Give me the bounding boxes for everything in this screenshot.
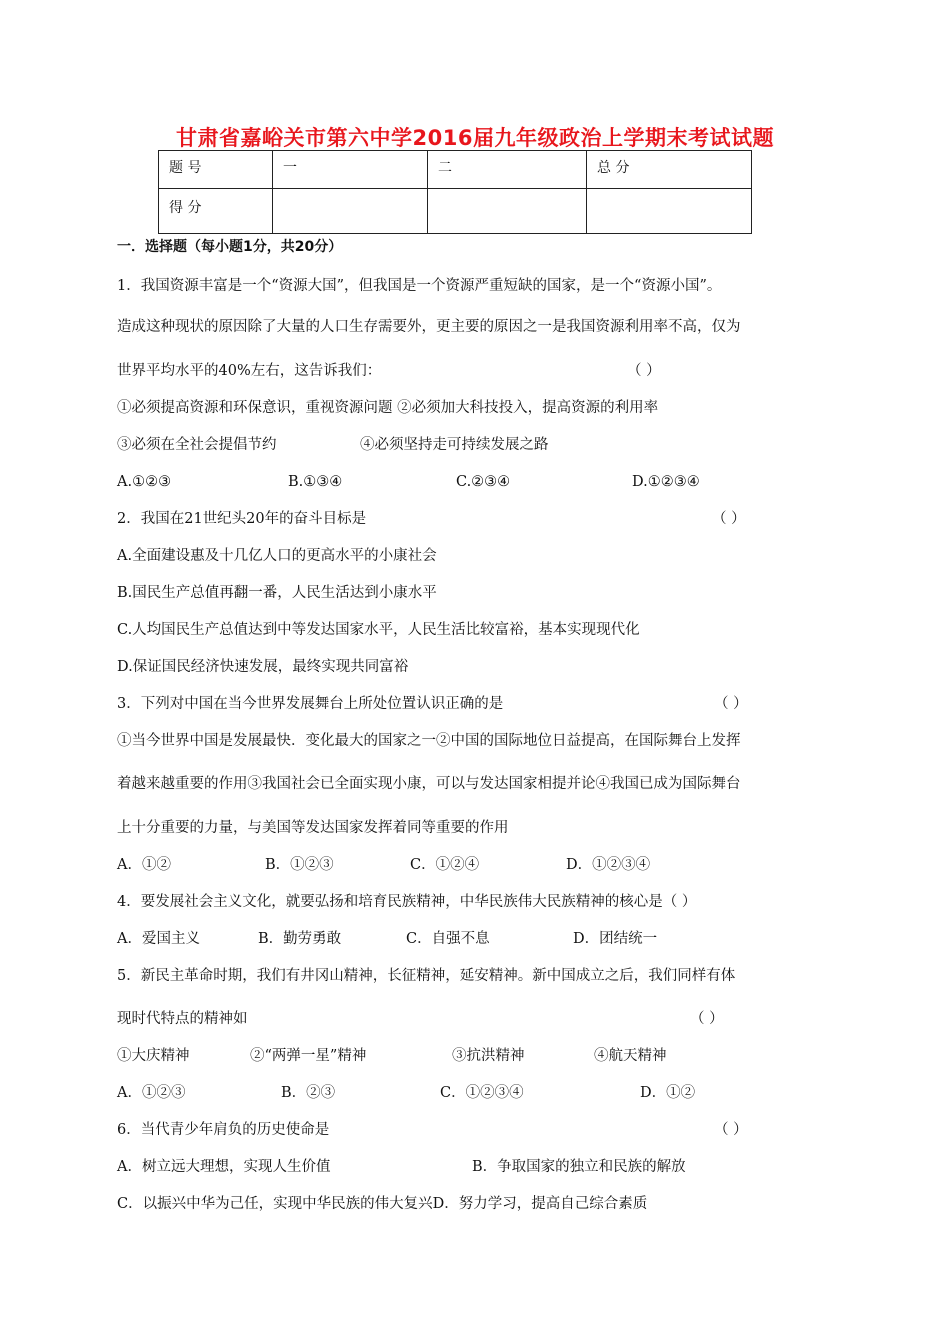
q6-option-cd: C．以振兴中华为己任，实现中华民族的伟大复兴D．努力学习，提高自己综合素质: [117, 1196, 648, 1212]
score-header-part2: 二: [428, 151, 587, 189]
q3-option-a: A．①②: [117, 857, 171, 873]
q3-line-2: 着越来越重要的作用③我国社会已全面实现小康，可以与发达国家相提并论④我国已成为国际舞台: [117, 776, 741, 792]
q4-option-d: D．团结统一: [573, 931, 658, 947]
q1-option-d: D.①②③④: [632, 474, 700, 490]
q2-option-d: D.保证国民经济快速发展，最终实现共同富裕: [117, 659, 409, 675]
q5-answer-paren: （ ）: [690, 1011, 724, 1027]
q6-option-b: B．争取国家的独立和民族的解放: [472, 1159, 686, 1175]
q1-statement-3: ③必须在全社会提倡节约: [117, 437, 277, 453]
q5-line-1: 5．新民主革命时期，我们有井冈山精神，长征精神，延安精神。新中国成立之后，我们同样有体: [117, 968, 736, 984]
q5-item-3: ③抗洪精神: [452, 1048, 525, 1064]
q1-line-1: 1．我国资源丰富是一个“资源大国”，但我国是一个资源严重短缺的国家，是一个“资源小国”。: [117, 278, 722, 294]
score-row-label: 得 分: [159, 189, 273, 234]
q5-line-2: 现时代特点的精神如: [117, 1011, 248, 1027]
q4-option-a: A．爱国主义: [117, 931, 200, 947]
q6-stem: 6．当代青少年肩负的历史使命是: [117, 1122, 330, 1138]
q2-answer-paren: （ ）: [712, 511, 746, 527]
q5-item-2: ②“两弹一星”精神: [250, 1048, 367, 1064]
q2-stem: 2．我国在21世纪头20年的奋斗目标是: [117, 511, 367, 527]
q3-answer-paren: （ ）: [714, 696, 748, 712]
q3-line-3: 上十分重要的力量，与美国等发达国家发挥着同等重要的作用: [117, 820, 509, 836]
q5-option-c: C．①②③④: [440, 1085, 524, 1101]
q3-option-c: C．①②④: [410, 857, 480, 873]
score-table: [158, 150, 752, 234]
q2-option-c: C.人均国民生产总值达到中等发达国家水平，人民生活比较富裕，基本实现现代化: [117, 622, 640, 638]
q2-option-a: A.全面建设惠及十几亿人口的更高水平的小康社会: [117, 548, 437, 564]
q5-item-1: ①大庆精神: [117, 1048, 190, 1064]
q1-answer-paren: （ ）: [627, 363, 661, 379]
score-header-total: 总 分: [587, 151, 752, 189]
q1-line-3: 世界平均水平的40%左右，这告诉我们：: [117, 363, 382, 379]
score-header-part1: 一: [273, 151, 428, 189]
q4-option-c: C．自强不息: [406, 931, 490, 947]
q1-statement-1: ①必须提高资源和环保意识，重视资源问题 ②必须加大科技投入，提高资源的利用率: [117, 400, 659, 416]
q5-item-4: ④航天精神: [594, 1048, 667, 1064]
q3-line-1: ①当今世界中国是发展最快．变化最大的国家之一②中国的国际地位日益提高，在国际舞台上发挥: [117, 733, 741, 749]
q1-statement-4: ④必须坚持走可持续发展之路: [360, 437, 549, 453]
q3-option-b: B．①②③: [265, 857, 334, 873]
q5-option-a: A．①②③: [117, 1085, 186, 1101]
score-cell-part1: [273, 189, 428, 234]
q6-option-a: A．树立远大理想，实现人生价值: [117, 1159, 331, 1175]
q2-option-b: B.国民生产总值再翻一番，人民生活达到小康水平: [117, 585, 437, 601]
score-cell-total: [587, 189, 752, 234]
q1-option-a: A.①②③: [117, 474, 172, 490]
q1-option-b: B.①③④: [288, 474, 343, 490]
q4-stem: 4．要发展社会主义文化，就要弘扬和培育民族精神，中华民族伟大民族精神的核心是（ ）: [117, 894, 697, 910]
q5-option-d: D．①②: [640, 1085, 696, 1101]
q1-option-c: C.②③④: [456, 474, 511, 490]
score-cell-part2: [428, 189, 587, 234]
q4-option-b: B．勤劳勇敢: [258, 931, 342, 947]
q5-option-b: B．②③: [281, 1085, 336, 1101]
q1-line-2: 造成这种现状的原因除了大量的人口生存需要外，更主要的原因之一是我国资源利用率不高，仅为: [117, 319, 741, 335]
q3-stem: 3．下列对中国在当今世界发展舞台上所处位置认识正确的是: [117, 696, 504, 712]
score-header-number: 题 号: [159, 151, 273, 189]
exam-title: 甘肃省嘉峪关市第六中学2016届九年级政治上学期末考试试题: [176, 126, 774, 150]
q3-option-d: D．①②③④: [566, 857, 651, 873]
q6-answer-paren: （ ）: [714, 1122, 748, 1138]
section-heading-choice: 一．选择题（每小题1分，共20分）: [117, 239, 343, 255]
